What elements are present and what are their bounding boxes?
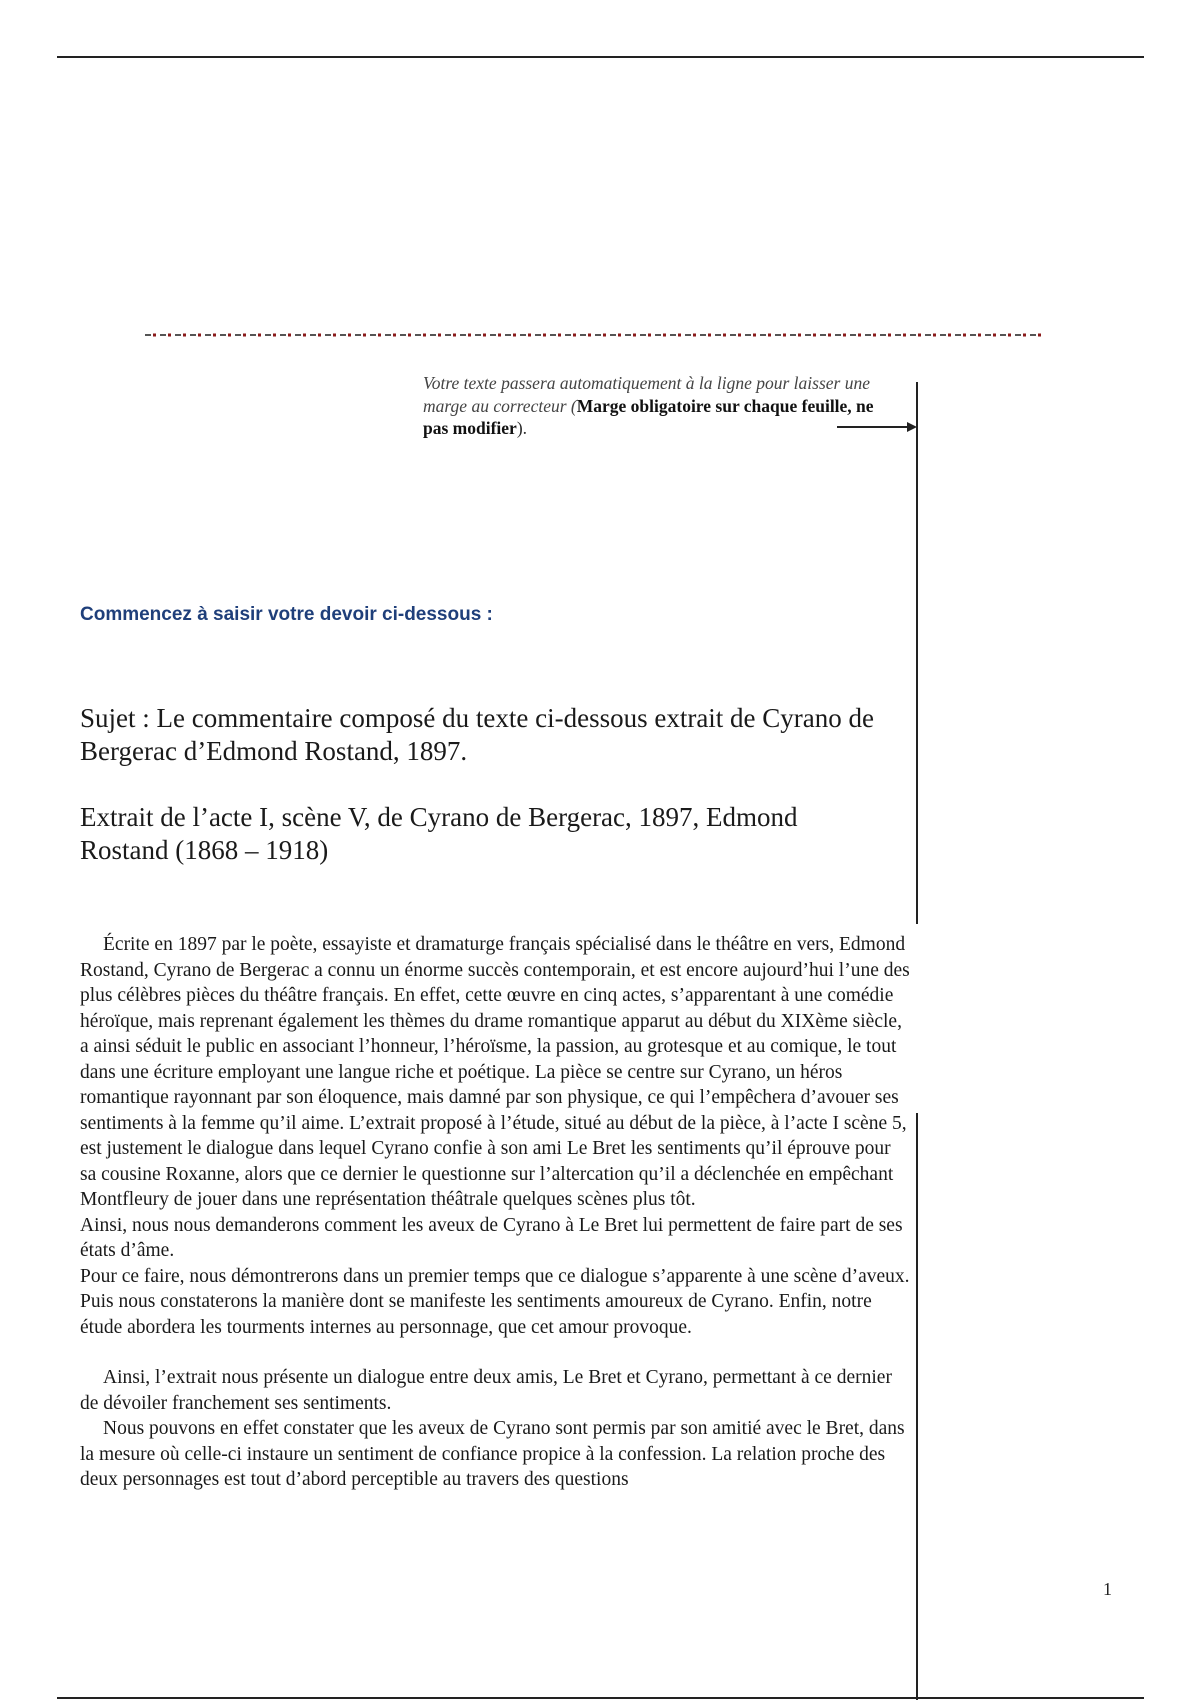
paragraph-spacer (80, 1340, 910, 1365)
top-rule (57, 56, 1144, 58)
paragraph-part-one-body: Nous pouvons en effet constater que les aveux de Cyrano sont permis par son amitié avec le Bret, dans la mesure où celle-ci instaure un sentiment de confiance propice à la confession. La relation proche des deux personnages est tout d’abord perceptible au travers des questions (80, 1418, 905, 1490)
paragraph-introduction: Écrite en 1897 par le poète, essayiste et dramaturge français spécialisé dans le théâtre en vers, Edmond Rostand, Cyrano de Bergerac a connu un énorme succès contemporain, et est encore aujourd’hui l’une des plus célèbres pièces du théâtre français. En effet, cette œuvre en cinq actes, s’apparentant à une comédie héroïque, mais reprenant également les thèmes du drame romantique apparut au début du XIXème siècle, a ainsi séduit le public en associant l’honneur, l’héroïsme, la passion, au grotesque et au comique, le tout dans une écriture employant une langue riche et poétique. La pièce se centre sur Cyrano, un héros romantique rayonnant par son éloquence, mais damné par son physique, ce qui l’empêchera d’avouer ses sentiments à la femme qu’il aime. L’extrait proposé à l’étude, situé au début de la pièce, à l’acte I scène 5, est justement le dialogue dans lequel Cyrano confie à son ami Le Bret les sentiments qu’il éprouve pour sa cousine Roxanne, alors que ce dernier le questionne sur l’altercation qu’il a déclenchée en empêchant Montfleury de jouer dans une représentation théâtrale quelques scènes plus tôt. (80, 934, 910, 1210)
margin-note-bold: Marge obligatoire sur chaque feuille, ne pas modifier (423, 395, 874, 438)
paragraph-part-one-intro: Ainsi, l’extrait nous présente un dialogue entre deux amis, Le Bret et Cyrano, permettant à ce dernier de dévoiler franchement ses sentiments. (80, 1367, 892, 1414)
margin-line-top (916, 382, 918, 924)
margin-line-bottom (916, 1113, 918, 1700)
start-heading: Commencez à saisir votre devoir ci-dessous : (80, 604, 493, 625)
excerpt-title: Extrait de l’acte I, scène V, de Cyrano de Bergerac, 1897, Edmond Rostand (1868 – 1918) (80, 802, 798, 865)
bottom-rule (57, 1697, 1144, 1699)
page-number: 1 (1103, 1579, 1112, 1599)
arrow-right-icon (837, 420, 917, 434)
paragraph-problematic: Ainsi, nous nous demanderons comment les aveux de Cyrano à Le Bret lui permettent de faire part de ses états d’âme. (80, 1214, 903, 1261)
dashed-separator (145, 332, 1045, 338)
margin-note (423, 372, 893, 440)
paragraph-plan: Pour ce faire, nous démontrerons dans un premier temps que ce dialogue s’apparente à une scène d’aveux. Puis nous constaterons la manière dont se manifeste les sentiments amoureux de Cyrano. Enfin, notre étude abordera les tourments internes au personnage, que cet amour provoque. (80, 1265, 910, 1338)
subject-title: Sujet : Le commentaire composé du texte ci-dessous extrait de Cyrano de Bergerac d’Edmond Rostand, 1897. (80, 703, 875, 766)
margin-note-italic: Votre texte passera automatiquement à la ligne pour laisser une marge au correcteur ( (423, 373, 871, 416)
margin-note-closing: ). (516, 418, 528, 438)
essay-body (80, 932, 910, 1493)
